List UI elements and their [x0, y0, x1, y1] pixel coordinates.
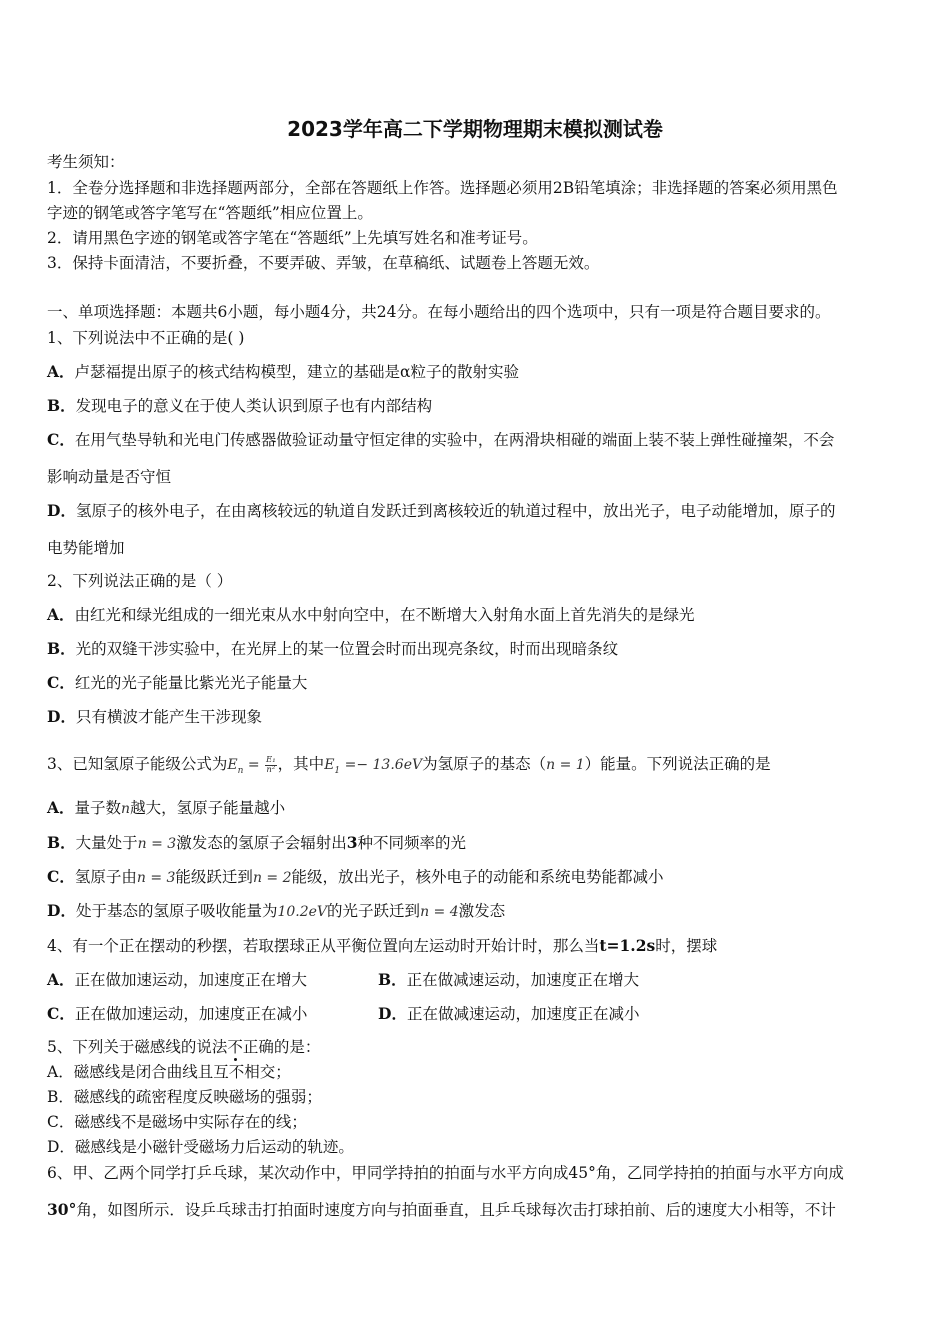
q1-b-text: 发现电子的意义在于使人类认识到原子也有内部结构 [75, 397, 433, 415]
q5-option-b: B．磁感线的疏密程度反映磁场的强弱； [47, 1088, 322, 1106]
q3-formula-lhs [227, 757, 265, 776]
q3-d-3: 激发态 [458, 902, 506, 920]
q3-formula-fraction [265, 756, 277, 775]
q2-option-d [47, 707, 262, 727]
q4-stem-t: t=1.2s [599, 936, 656, 955]
q2-c-label: C． [47, 673, 75, 692]
q4-c-label: C． [47, 1004, 75, 1023]
notice-item-1-cont: 字迹的钢笔或答字笔写在“答题纸”相应位置上。 [47, 204, 373, 222]
q2-option-b [47, 639, 618, 659]
q1-a-text: 卢瑟福提出原子的核式结构模型，建立的基础是α粒子的散射实验 [74, 363, 520, 381]
q4-d-label: D． [378, 1004, 407, 1023]
q1-stem: 1、下列说法中不正确的是( ) [47, 329, 245, 347]
q4-stem-a: 4、有一个正在摆动的秒摆，若取摆球正从平衡位置向左运动时开始计时，那么当 [47, 937, 600, 955]
notice-item-1: 1．全卷分选择题和非选择题两部分，全部在答题纸上作答。选择题必须用2B铅笔填涂；非选择题的答案必须用黑色 [47, 179, 838, 197]
q3-f-e: E [227, 757, 238, 773]
q5-option-a: A．磁感线是闭合曲线且互不相交； [47, 1063, 291, 1081]
q4-a-label: A． [47, 970, 75, 989]
q2-b-label: B． [47, 639, 76, 658]
q3-c-3: 能级，放出光子，核外电子的动能和系统电势能都减小 [291, 868, 664, 886]
q2-d-text: 只有横波才能产生干涉现象 [75, 708, 262, 726]
q2-c-text: 红光的光子能量比紫光光子能量大 [74, 674, 308, 692]
q1-c-label: C． [47, 430, 75, 449]
q4-stem [47, 936, 717, 956]
q3-a-n: n [121, 801, 131, 817]
q3-c-n2: n = 2 [252, 870, 292, 886]
q5-stem-b: 正确的是： [242, 1038, 321, 1056]
q3-b-n: n = 3 [137, 836, 177, 852]
q3-f-num: E₁ [266, 754, 276, 765]
q4-a-text: 正在做加速运动，加速度正在增大 [74, 971, 308, 989]
q6-line-2 [47, 1200, 836, 1220]
q3-f-den: n² [266, 764, 276, 775]
q1-d-label: D． [47, 501, 76, 520]
q3-stem-c: 为氢原子的基态（ [422, 755, 547, 773]
q1-option-c-cont: 影响动量是否守恒 [47, 468, 172, 486]
q1-option-a [47, 362, 519, 382]
q3-f-sub: n [237, 765, 244, 776]
q2-a-label: A． [47, 605, 75, 624]
q2-d-label: D． [47, 707, 76, 726]
q3-d-n: n = 4 [420, 904, 459, 920]
q6-line-1: 6、甲、乙两个同学打乒乓球，某次动作中，甲同学持拍的拍面与水平方向成45°角，乙同学持拍的拍面与水平方向成 [47, 1164, 844, 1182]
q2-option-c [47, 673, 307, 693]
q3-stem-d: ）能量。下列说法正确的是 [584, 755, 771, 773]
q4-c-text: 正在做加速运动，加速度正在减小 [74, 1005, 308, 1023]
q4-stem-b: 时，摆球 [655, 937, 718, 955]
q2-option-a [47, 605, 695, 625]
q3-b-3: 种不同频率的光 [357, 834, 467, 852]
q3-e1-e: E [324, 757, 335, 773]
q6-line-2-text: 角，如图所示．设乒乓球击打拍面时速度方向与拍面垂直，且乒乓球每次击打球拍前、后的速度大小相等，不计 [76, 1201, 836, 1219]
q3-a-label: A． [47, 798, 75, 817]
notice-item-2: 2．请用黑色字迹的钢笔或答字笔在“答题纸”上先填写姓名和准考证号。 [47, 229, 538, 247]
q3-b-label: B． [47, 833, 76, 852]
q3-stem [47, 752, 771, 783]
q3-a-2: 越大，氢原子能量越小 [130, 799, 286, 817]
q3-n1: n = 1 [546, 757, 585, 773]
q1-option-c [47, 430, 834, 450]
q3-e1 [324, 757, 423, 776]
q3-d-label: D． [47, 901, 76, 920]
q4-option-d [378, 1004, 639, 1024]
q3-d-2: 的光子跃迁到 [327, 902, 421, 920]
q5-stem-not: 不 [227, 1038, 243, 1056]
q1-c-text: 在用气垫导轨和光电门传感器做验证动量守恒定律的实验中，在两滑块相碰的端面上装不装上弹性碰撞架，不会 [74, 431, 835, 449]
q3-option-a [47, 798, 285, 819]
q1-d-text: 氢原子的核外电子，在由离核较远的轨道自发跃迁到离核较近的轨道过程中，放出光子，电子动能增加，原子的 [75, 502, 836, 520]
q4-b-text: 正在做减速运动，加速度正在增大 [406, 971, 640, 989]
q5-option-d: D．磁感线是小磁针受磁场力后运动的轨迹。 [47, 1138, 354, 1156]
q3-stem-b: ，其中 [277, 755, 325, 773]
q3-e1-val: =− 13.6eV [340, 757, 423, 773]
q3-option-c [47, 867, 664, 888]
notice-heading: 考生须知： [47, 153, 125, 171]
q3-b-num: 3 [346, 833, 358, 852]
q1-a-label: A． [47, 362, 75, 381]
q3-b-1: 大量处于 [75, 834, 138, 852]
page-title: 2023学年高二下学期物理期末模拟测试卷 [287, 117, 663, 141]
q4-option-c [47, 1004, 307, 1024]
q4-d-text: 正在做减速运动，加速度正在减小 [406, 1005, 640, 1023]
q3-c-1: 氢原子由 [74, 868, 137, 886]
q3-a-1: 量子数 [74, 799, 122, 817]
q3-option-b [47, 833, 466, 854]
q3-c-n3: n = 3 [136, 870, 176, 886]
q5-stem-a: 5、下列关于磁感线的说法 [47, 1038, 228, 1056]
q4-option-b [378, 970, 639, 990]
q2-a-text: 由红光和绿光组成的一细光束从水中射向空中，在不断增大入射角水面上首先消失的是绿光 [74, 606, 695, 624]
q5-option-c: C．磁感线不是磁场中实际存在的线； [47, 1113, 307, 1131]
q3-option-d [47, 901, 505, 922]
q1-b-label: B． [47, 396, 76, 415]
q2-stem: 2、下列说法正确的是（ ） [47, 572, 233, 590]
q1-option-d-cont: 电势能增加 [47, 539, 125, 557]
q6-angle: 30° [47, 1200, 77, 1219]
q1-option-d [47, 501, 835, 521]
q4-b-label: B． [378, 970, 407, 989]
q3-e1-sub: 1 [334, 765, 341, 776]
q5-stem [47, 1037, 320, 1057]
q3-d-e: 10.2eV [277, 904, 328, 920]
q4-option-a [47, 970, 307, 990]
q3-b-2: 激发态的氢原子会辐射出 [176, 834, 347, 852]
q1-option-b [47, 396, 432, 416]
q3-d-1: 处于基态的氢原子吸收能量为 [75, 902, 278, 920]
notice-item-3: 3．保持卡面清洁，不要折叠，不要弄破、弄皱，在草稿纸、试题卷上答题无效。 [47, 254, 600, 272]
q3-c-label: C． [47, 867, 75, 886]
q3-c-2: 能级跃迁到 [175, 868, 253, 886]
section-heading: 一、单项选择题：本题共6小题，每小题4分，共24分。在每小题给出的四个选项中，只有一项是符合题目要求的。 [47, 303, 831, 321]
q3-f-eq: = [243, 757, 265, 773]
q2-b-text: 光的双缝干涉实验中，在光屏上的某一位置会时而出现亮条纹，时而出现暗条纹 [75, 640, 619, 658]
q3-stem-a: 3、已知氢原子能级公式为 [47, 755, 228, 773]
